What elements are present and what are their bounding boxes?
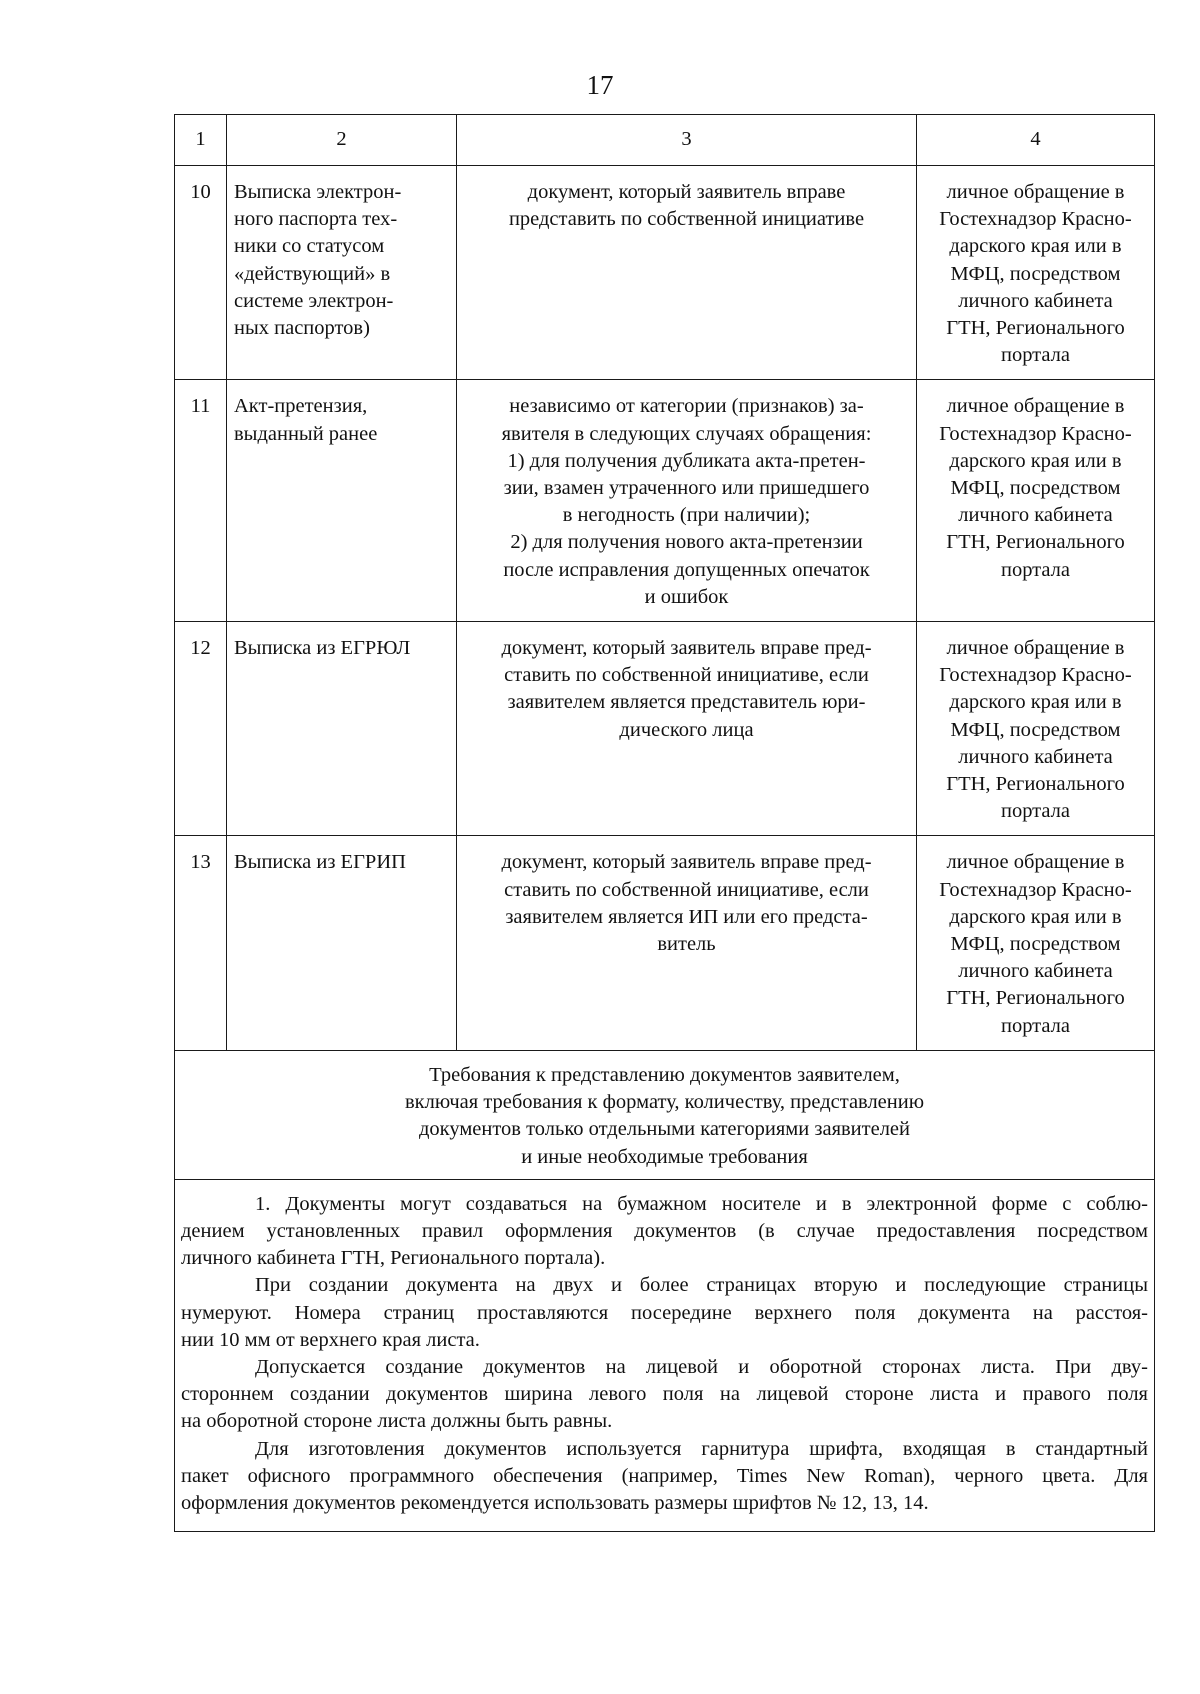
text-line: дарского края или в bbox=[949, 691, 1122, 714]
document-name bbox=[227, 622, 457, 836]
text-line: «действующий» в bbox=[234, 262, 391, 285]
table-row bbox=[175, 380, 1155, 622]
text-line: личное обращение в bbox=[946, 851, 1125, 874]
text-line: ГТН, Регионального bbox=[946, 987, 1125, 1010]
text-line: ГТН, Регионального bbox=[946, 531, 1125, 554]
paragraph-line: нии 10 мм от верхнего края листа. bbox=[181, 1328, 480, 1351]
text-line: ставить по собственной инициативе, если bbox=[504, 664, 869, 687]
row-number: 13 bbox=[175, 836, 227, 1050]
text-line: ных паспортов) bbox=[234, 317, 370, 340]
text-line: ставить по собственной инициативе, если bbox=[504, 878, 869, 901]
document-condition bbox=[457, 836, 917, 1050]
text-line: документ, который заявитель вправе пред- bbox=[501, 637, 872, 660]
text-line: системе электрон- bbox=[234, 289, 394, 312]
text-line: выданный ранее bbox=[234, 422, 378, 445]
submission-method bbox=[917, 622, 1155, 836]
text-line: Выписка электрон- bbox=[234, 181, 402, 203]
documents-table bbox=[174, 114, 1155, 1532]
column-number-4: 4 bbox=[917, 115, 1155, 166]
text-line: явителя в следующих случаях обращения: bbox=[501, 422, 872, 445]
text-line: МФЦ, посредством bbox=[950, 262, 1121, 285]
text-line: личного кабинета bbox=[958, 289, 1113, 312]
text-line: Гостехнадзор Красно- bbox=[939, 878, 1132, 901]
text-line: независимо от категории (признаков) за- bbox=[509, 395, 864, 418]
text-line: личное обращение в bbox=[946, 181, 1125, 203]
paragraph-line: оформления документов рекомендуется использовать размеры шрифтов № 12, 13, 14. bbox=[181, 1491, 929, 1514]
text-line: и ошибок bbox=[644, 585, 729, 608]
text-line: МФЦ, посредством bbox=[950, 933, 1121, 956]
paragraph-line: Допускается создание документов на лицевой и оборотной сторонах листа. При дву- bbox=[255, 1355, 1148, 1378]
text-line: ГТН, Регионального bbox=[946, 317, 1125, 340]
table-row bbox=[175, 166, 1155, 380]
text-line: документ, который заявитель вправе bbox=[527, 181, 846, 203]
text-line: 1) для получения дубликата акта-претен- bbox=[507, 449, 866, 472]
submission-method bbox=[917, 380, 1155, 622]
text-line: Выписка из ЕГРЮЛ bbox=[234, 637, 411, 660]
paragraph-line: При создании документа на двух и более страницах вторую и последующие страницы bbox=[255, 1274, 1148, 1297]
submission-method bbox=[917, 166, 1155, 380]
document-condition bbox=[457, 166, 917, 380]
text-line: заявителем является представитель юри- bbox=[507, 691, 866, 714]
paragraph-line: 1. Документы могут создаваться на бумажном носителе и в электронной форме с соблю- bbox=[255, 1192, 1148, 1215]
paragraph-line: дением установленных правил оформления документов (в случае предоставления посредством bbox=[181, 1219, 1148, 1242]
section-title bbox=[175, 1050, 1155, 1179]
text-line: включая требования к формату, количеству, представлению bbox=[404, 1091, 925, 1114]
text-line: витель bbox=[657, 933, 716, 956]
row-number: 12 bbox=[175, 622, 227, 836]
text-line: дарского края или в bbox=[949, 235, 1122, 258]
column-number-row bbox=[175, 115, 1155, 166]
text-line: ного паспорта тех- bbox=[234, 208, 398, 231]
table-row bbox=[175, 622, 1155, 836]
text-line: Гостехнадзор Красно- bbox=[939, 664, 1132, 687]
text-line: документ, который заявитель вправе пред- bbox=[501, 851, 872, 874]
text-line: МФЦ, посредством bbox=[950, 477, 1121, 500]
text-line: и иные необходимые требования bbox=[521, 1145, 808, 1168]
column-number-1: 1 bbox=[175, 115, 227, 166]
paragraph-line: стороннем создании документов ширина левого поля на лицевой стороне листа и правого поля bbox=[181, 1383, 1148, 1406]
paragraph-line: нумеруют. Номера страниц проставляются посередине верхнего поля документа на расстоя- bbox=[181, 1301, 1148, 1324]
text-line: Гостехнадзор Красно- bbox=[939, 422, 1132, 445]
document-condition bbox=[457, 380, 917, 622]
text-line: Выписка из ЕГРИП bbox=[234, 851, 406, 874]
text-line: личное обращение в bbox=[946, 637, 1125, 660]
text-line: МФЦ, посредством bbox=[950, 718, 1121, 741]
text-line: ники со статусом bbox=[234, 235, 385, 258]
text-line: личное обращение в bbox=[946, 395, 1125, 418]
table-row bbox=[175, 836, 1155, 1050]
text-line: дарского края или в bbox=[949, 905, 1122, 928]
document-condition bbox=[457, 622, 917, 836]
text-line: портала bbox=[1000, 1014, 1071, 1037]
text-line: документов только отдельными категориями заявителей bbox=[418, 1118, 911, 1141]
text-line: портала bbox=[1000, 800, 1071, 823]
requirements-row bbox=[175, 1179, 1155, 1531]
text-line: портала bbox=[1000, 558, 1071, 581]
document-name bbox=[227, 836, 457, 1050]
text-line: дического лица bbox=[619, 718, 754, 741]
text-line: в негодность (при наличии); bbox=[562, 504, 811, 527]
paragraph-line: пакет офисного программного обеспечения (например, Times New Roman), черного цвета. Для bbox=[181, 1464, 1148, 1487]
text-line: дарского края или в bbox=[949, 449, 1122, 472]
paragraph-line: Для изготовления документов используется гарнитура шрифта, входящая в стандартный bbox=[255, 1437, 1148, 1460]
text-line: ГТН, Регионального bbox=[946, 773, 1125, 796]
text-line: личного кабинета bbox=[958, 504, 1113, 527]
document-name bbox=[227, 380, 457, 622]
requirements-text bbox=[175, 1179, 1155, 1531]
text-line: личного кабинета bbox=[958, 960, 1113, 983]
document-name bbox=[227, 166, 457, 380]
column-number-3: 3 bbox=[457, 115, 917, 166]
submission-method bbox=[917, 836, 1155, 1050]
text-line: личного кабинета bbox=[958, 745, 1113, 768]
row-number: 11 bbox=[175, 380, 227, 622]
text-line: Гостехнадзор Красно- bbox=[939, 208, 1132, 231]
text-line: заявителем является ИП или его предста- bbox=[505, 905, 868, 928]
column-number-2: 2 bbox=[227, 115, 457, 166]
text-line: Требования к представлению документов заявителем, bbox=[429, 1063, 900, 1086]
text-line: 2) для получения нового акта-претензии bbox=[510, 531, 863, 554]
paragraph-line: на оборотной стороне листа должны быть равны. bbox=[181, 1410, 613, 1433]
text-line: портала bbox=[1000, 344, 1071, 367]
page-number: 17 bbox=[586, 70, 614, 100]
row-number: 10 bbox=[175, 166, 227, 380]
text-line: зии, взамен утраченного или пришедшего bbox=[503, 477, 870, 500]
paragraph-line: личного кабинета ГТН, Регионального портала). bbox=[181, 1247, 606, 1270]
text-line: после исправления допущенных опечаток bbox=[503, 558, 870, 581]
section-title-row bbox=[175, 1050, 1155, 1179]
text-line: Акт-претензия, bbox=[234, 395, 368, 418]
text-line: представить по собственной инициативе bbox=[508, 208, 865, 231]
